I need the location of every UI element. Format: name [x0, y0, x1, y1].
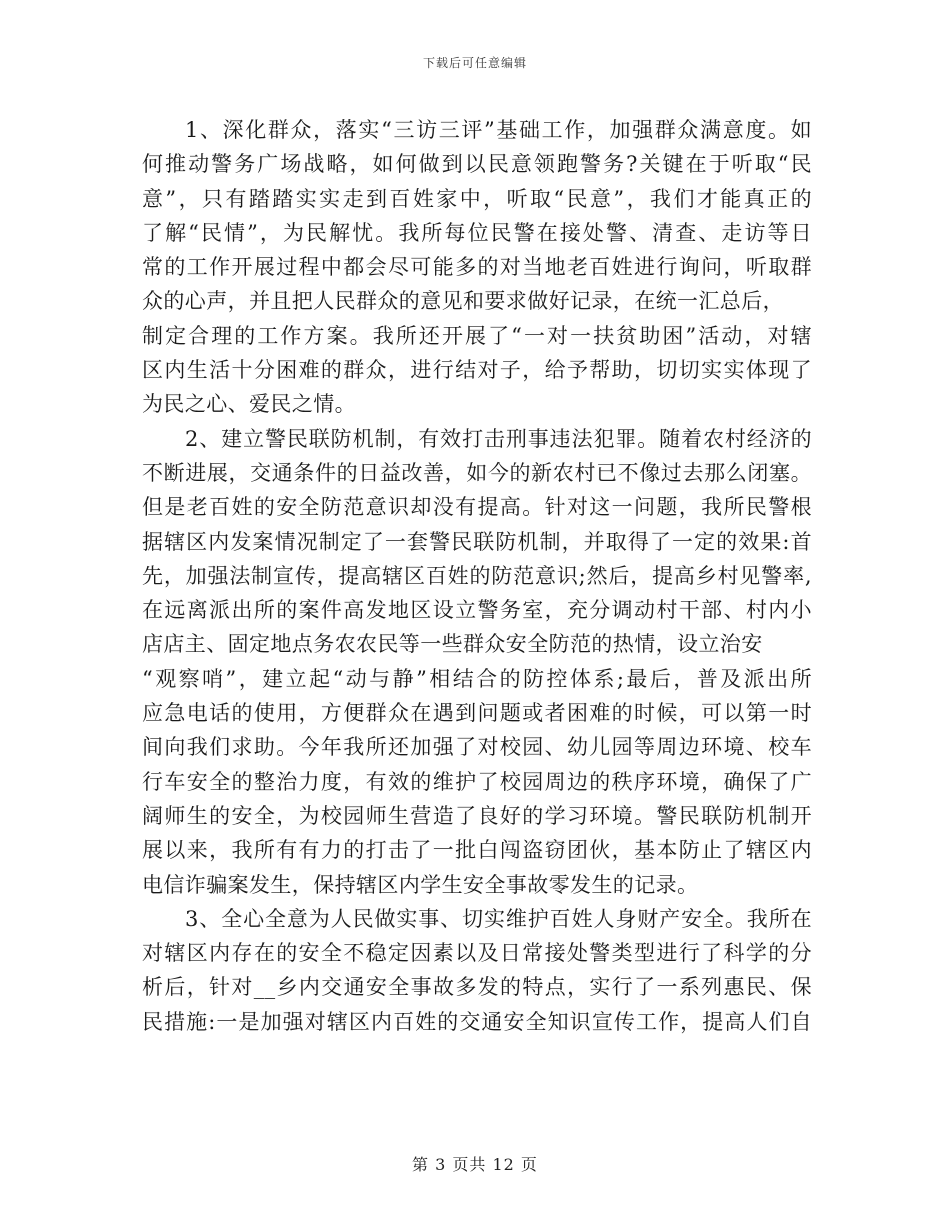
text-line: 了解“民情”，为民解忧。我所每位民警在接处警、清查、走访等日 — [142, 220, 812, 245]
text-line: 据辖区内发案情况制定了一套警民联防机制，并取得了一定的效果:首 — [142, 529, 812, 554]
text-line: 电信诈骗案发生，保持辖区内学生安全事故零发生的记录。 — [142, 872, 699, 897]
text-line: 制定合理的工作方案。我所还开展了“一对一扶贫助困”活动，对辖 — [142, 323, 812, 348]
text-line: 先，加强法制宣传，提高辖区百姓的防范意识;然后，提高乡村见警率, — [142, 563, 812, 588]
text-line: 对辖区内存在的安全不稳定因素以及日常接处警类型进行了科学的分 — [142, 941, 812, 966]
text-line: 展以来，我所有有力的打击了一批白闯盗窃团伙，基本防止了辖区内 — [142, 838, 812, 863]
paragraph-3 — [142, 902, 812, 1039]
text-line: 为民之心、爱民之情。 — [142, 392, 356, 417]
text-line: 1、深化群众，落实“三访三评”基础工作，加强群众满意度。如 — [185, 118, 812, 142]
text-line: 3、全心全意为人民做实事、切实维护百姓人身财产安全。我所在 — [185, 906, 812, 931]
paragraph-1 — [142, 113, 812, 422]
text-line: 但是老百姓的安全防范意识却没有提高。针对这一问题，我所民警根 — [142, 495, 812, 520]
text-line: 常的工作开展过程中都会尽可能多的对当地老百姓进行询问，听取群 — [142, 255, 812, 280]
text-line: 行车安全的整治力度，有效的维护了校园周边的秩序环境，确保了广 — [142, 769, 812, 794]
text-line: 间向我们求助。今年我所还加强了对校园、幼儿园等周边环境、校车 — [142, 735, 812, 760]
text-line: 不断进展，交通条件的日益改善，如今的新农村已不像过去那么闭塞。 — [142, 460, 812, 485]
text-line: 众的心声，并且把人民群众的意见和要求做好记录，在统一汇总后， — [142, 289, 784, 314]
text-line: 何推动警务广场战略，如何做到以民意领跑警务?关键在于听取“民 — [142, 152, 812, 177]
document-body — [142, 113, 812, 1039]
text-line: 阔师生的安全，为校园师生营造了良好的学习环境。警民联防机制开 — [142, 803, 812, 828]
page-header: 下载后可任意编辑 — [422, 56, 527, 70]
text-line: 在远离派出所的案件高发地区设立警务室，充分调动村干部、村内小 — [142, 598, 812, 623]
text-line: 店店主、固定地点务农农民等一些群众安全防范的热情，设立治安 — [142, 632, 763, 657]
text-line: 2、建立警民联防机制，有效打击刑事违法犯罪。随着农村经济的 — [185, 426, 812, 451]
paragraph-2 — [142, 422, 812, 902]
page-number: 第 3 页共 12 页 — [412, 1155, 538, 1174]
text-line: 析后，针对__乡内交通安全事故多发的特点，实行了一系列惠民、保 — [142, 975, 812, 1000]
text-line: 意”，只有踏踏实实走到百姓家中，听取“民意”，我们才能真正的 — [142, 186, 812, 211]
text-line: 应急电话的使用，方便群众在遇到问题或者困难的时候，可以第一时 — [142, 701, 812, 726]
text-line: 区内生活十分困难的群众，进行结对子，给予帮助，切切实实体现了 — [142, 358, 812, 383]
text-line: 民措施:一是加强对辖区内百姓的交通安全知识宣传工作，提高人们自 — [142, 1009, 812, 1034]
text-line: “观察哨”，建立起“动与静”相结合的防控体系;最后，普及派出所 — [142, 666, 812, 691]
